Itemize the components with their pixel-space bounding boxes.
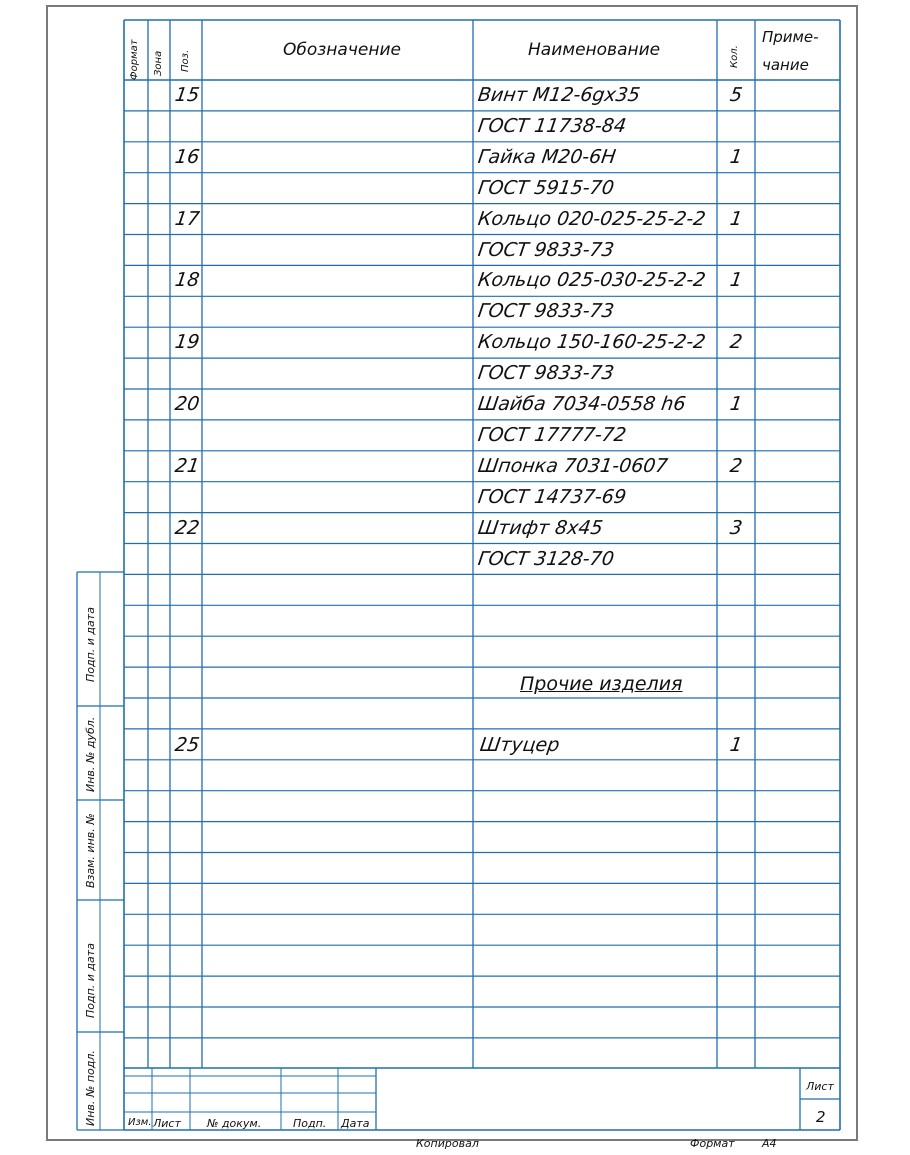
row-name: ГОСТ 9833-73 [476,362,616,385]
section-row-qty: 1 [728,734,744,756]
row-name: ГОСТ 11738-84 [476,114,628,137]
section-title: Прочие изделия [520,673,683,695]
header-qty: Кол. [729,45,740,68]
row-name: ГОСТ 3128-70 [476,547,616,570]
row-name: ГОСТ 5915-70 [476,176,616,199]
row-name: Винт М12-6gx35 [476,84,642,106]
row-name: Шайба 7034-0558 h6 [476,393,688,415]
tb-sheet-label: Лист [806,1080,834,1093]
row-pos: 16 [173,145,201,168]
row-qty: 1 [728,269,744,292]
row-name: Кольцо 150-160-25-2-2 [476,331,707,354]
row-name: ГОСТ 9833-73 [476,300,616,323]
row-name: Гайка М20-6Н [476,145,618,168]
side-vzam-inv: Взам. инв. № [84,813,97,888]
row-pos: 22 [173,516,201,539]
header-name: Наименование [528,40,661,60]
row-pos: 21 [173,454,201,477]
header-format: Формат [129,39,140,80]
side-inv-dubl: Инв. № дубл. [84,716,97,792]
row-name: Кольцо 020-025-25-2-2 [476,207,707,230]
side-inv-orig: Инв. № подл. [84,1050,97,1126]
footer-copied: Копировал [416,1137,479,1150]
header-note-line1: Приме- [762,28,819,46]
row-qty: 3 [728,516,744,539]
row-name: Штифт 8х45 [476,516,605,539]
row-pos: 15 [173,84,201,106]
footer-format-label: Формат [690,1137,735,1150]
row-qty: 1 [728,145,744,168]
row-pos: 19 [173,331,201,354]
row-qty: 2 [728,454,744,477]
row-qty: 5 [728,84,744,106]
header-zone: Зона [153,50,164,76]
row-pos: 18 [173,269,201,292]
header-note-line2: чание [762,56,809,74]
row-qty: 1 [728,207,744,230]
section-row-pos: 25 [173,734,201,756]
row-pos: 17 [173,207,201,230]
tb-list: Лист [153,1117,181,1130]
row-name: ГОСТ 9833-73 [476,238,616,261]
side-sign-date-2: Подп. и дата [84,943,97,1018]
row-pos: 20 [173,393,201,415]
row-qty: 1 [728,393,744,415]
row-name: ГОСТ 17777-72 [476,423,628,446]
side-sign-date-1: Подп. и дата [84,607,97,682]
tb-doc-no: № докум. [207,1117,262,1130]
tb-izm: Изм. [128,1117,152,1128]
tb-sheet-no: 2 [816,1108,826,1126]
row-name: Шпонка 7031-0607 [476,454,670,477]
row-qty: 2 [728,331,744,354]
header-pos: Поз. [180,49,191,72]
footer-format-value: А4 [762,1137,777,1150]
tb-date: Дата [341,1117,370,1130]
header-designation: Обозначение [283,40,401,60]
section-row-name: Штуцер [478,734,561,756]
row-name: Кольцо 025-030-25-2-2 [476,269,707,292]
tb-sign: Подп. [293,1117,327,1130]
row-name: ГОСТ 14737-69 [476,485,628,508]
